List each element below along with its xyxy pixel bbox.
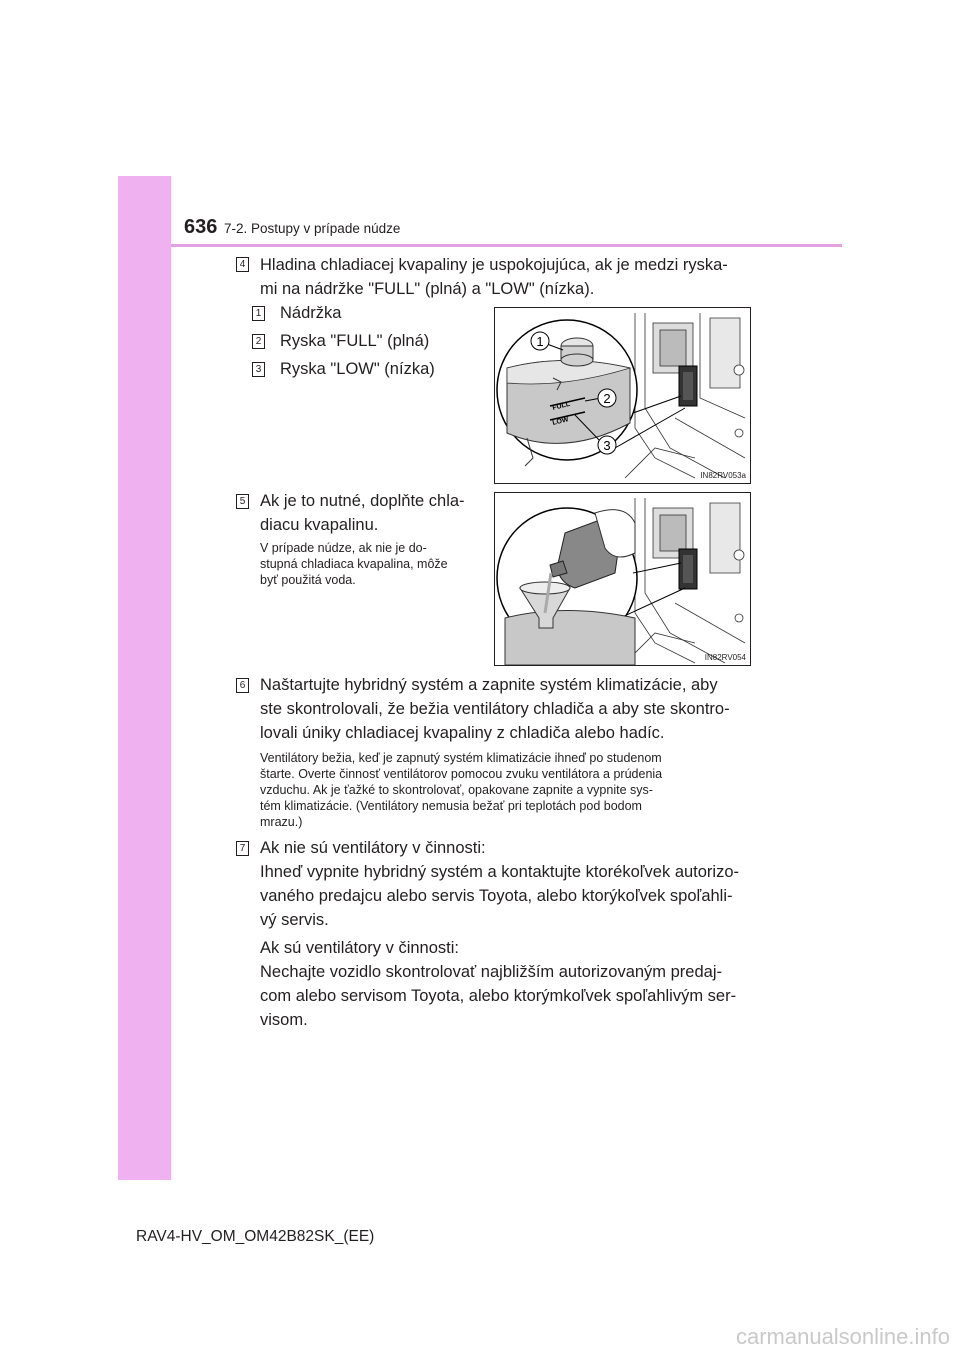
header-rule — [171, 244, 842, 247]
step-7-case-a-heading: Ak nie sú ventilátory v činnosti: — [260, 839, 486, 857]
figure-code: IN82RV053a — [700, 471, 746, 480]
full-mark-label: FULL — [551, 400, 571, 412]
step-7-case-b-line1: Nechajte vozidlo skontrolovať najbližším autorizovaným predaj- — [260, 963, 722, 981]
step-7-case-b-line3: visom. — [260, 1011, 308, 1029]
step-6-line1: Naštartujte hybridný systém a zapnite systém klimatizácie, aby — [260, 676, 718, 694]
part-label-2: Ryska "FULL" (plná) — [280, 332, 430, 350]
step-5-line2: diacu kvapalinu. — [260, 516, 379, 534]
step-6-line2: ste skontrolovali, že bežia ventilátory chladiča a aby ste skontro- — [260, 700, 730, 718]
step-5-line1: Ak je to nutné, doplňte chla- — [260, 492, 465, 510]
step-6-note-line2: štarte. Overte činnosť ventilátorov pomocou zvuku ventilátora a prúdenia — [260, 767, 663, 781]
low-mark-label: LOW — [551, 416, 570, 427]
chapter-sidebar-tab — [118, 176, 171, 1180]
step-6-note-line3: vzduchu. Ak je ťažké to skontrolovať, opakovane zapnite a vypnite sys- — [260, 783, 653, 797]
step-7-case-a-line3: vý servis. — [260, 911, 329, 929]
refill-coolant-figure — [494, 492, 751, 666]
step-6-note-line5: mrazu.) — [260, 815, 303, 829]
step-5-note-line2: stupná chladiaca kvapalina, môže — [260, 557, 448, 571]
step-number-4: 4 — [236, 257, 249, 272]
step-7-case-b-heading: Ak sú ventilátory v činnosti: — [260, 939, 459, 957]
part-label-3: Ryska "LOW" (nízka) — [280, 360, 435, 378]
part-number-3: 3 — [252, 362, 265, 377]
step-7-case-a-line2: vaného predajcu alebo servis Toyota, alebo ktorýkoľvek spoľahli- — [260, 887, 733, 905]
figure-code: IN82RV054 — [704, 653, 746, 662]
step-number-7: 7 — [236, 841, 249, 856]
step-4-line2: mi na nádržke "FULL" (plná) a "LOW" (nízka). — [260, 280, 595, 298]
step-6-line3: lovali úniky chladiacej kvapaliny z chladiča alebo hadíc. — [260, 724, 665, 742]
step-6-note-line4: tém klimatizácie. (Ventilátory nemusia bežať pri teplotách pod bodom — [260, 799, 642, 813]
section-title: 7-2. Postupy v prípade núdze — [224, 221, 401, 236]
step-number-6: 6 — [236, 678, 249, 693]
page-number: 636 — [184, 216, 218, 238]
step-7-case-b-line2: com alebo servisom Toyota, alebo ktorýmkoľvek spoľahlivým ser- — [260, 987, 737, 1005]
part-number-2: 2 — [252, 334, 265, 349]
document-footer-code: RAV4-HV_OM_OM42B82SK_(EE) — [136, 1228, 375, 1245]
watermark: carmanualsonline.info — [735, 1324, 950, 1349]
step-5-note-line3: byť použitá voda. — [260, 573, 356, 587]
figure-callout-3: 3 — [603, 438, 611, 453]
step-6-note-line1: Ventilátory bežia, keď je zapnutý systém klimatizácie ihneď po studenom — [260, 751, 662, 765]
figure-callout-2: 2 — [603, 391, 611, 406]
part-number-1: 1 — [252, 306, 265, 321]
step-5-note-line1: V prípade núdze, ak nie je do- — [260, 541, 427, 555]
part-label-1: Nádržka — [280, 304, 342, 322]
figure-callout-1: 1 — [536, 334, 544, 349]
coolant-reservoir-figure — [494, 307, 751, 484]
step-7-case-a-line1: Ihneď vypnite hybridný systém a kontaktujte ktorékoľvek autorizo- — [260, 863, 740, 881]
step-4-line1: Hladina chladiacej kvapaliny je uspokojujúca, ak je medzi ryska- — [260, 256, 728, 274]
step-number-5: 5 — [236, 494, 249, 509]
